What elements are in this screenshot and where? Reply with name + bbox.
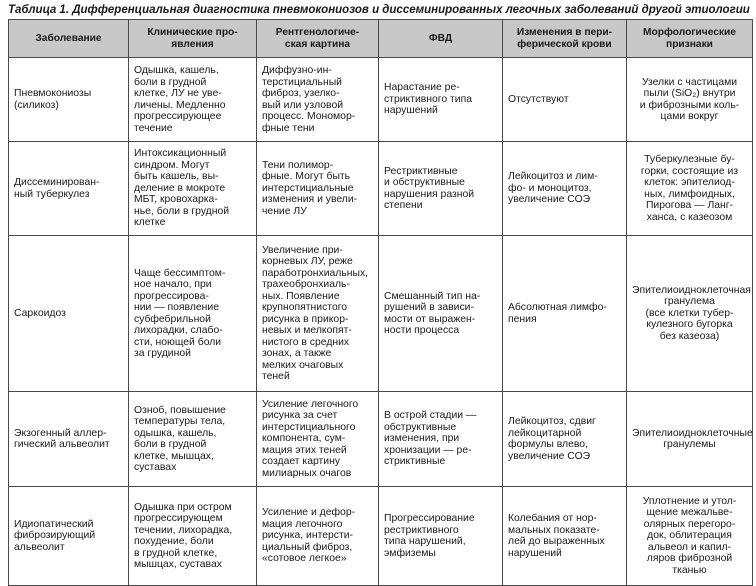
cell-fvd: Прогрессирование рестриктивного типа нарушений, эмфиземы <box>379 487 503 586</box>
header-blood: Изменения в пери- ферической крови <box>503 20 627 58</box>
cell-blood: Абсолютная лимфо- пения <box>503 236 627 392</box>
differential-diagnosis-table <box>8 19 753 586</box>
table-row <box>9 392 753 487</box>
cell-disease: Саркоидоз <box>9 236 129 392</box>
cell-clinical: Чаще бессимптом- ное начало, при прогрессирова- нии — появление субфебрильной лихорадки, слабо- сти, ноющей боли за грудиной <box>129 236 257 392</box>
cell-xray: Увеличение при- корневых ЛУ, реже паработронхиальных, трахеобронхиаль- ных. Появление крупнопятнистого рисунка в прикор- невых и мелкопят- нистого в средних зонах, а также мелких очаговых теней <box>257 236 379 392</box>
cell-xray: Диффузно-ин- терстициальный фиброз, узелко- вый или узловой процесс. Мономор- фные тени <box>257 58 379 142</box>
table-row <box>9 236 753 392</box>
cell-xray: Усиление и дефор- мация легочного рисунка, интерсти- циальный фиброз, «сотовое легкое» <box>257 487 379 586</box>
cell-clinical: Интоксикационный синдром. Могут быть кашель, вы- деление в мокроте МБТ, кровохарка- нье, боли в грудной клетке <box>129 142 257 236</box>
cell-disease: Диссеминирован- ный туберкулез <box>9 142 129 236</box>
cell-blood: Колебания от нор- мальных показате- лей до выраженных нарушений <box>503 487 627 586</box>
cell-morphology: Узелки с частицами пыли (SiO₂) внутри и фиброзными коль- цами вокруг <box>627 58 753 142</box>
cell-clinical: Озноб, повышение температуры тела, одышка, кашель, боли в грудной клетке, мышцах, суставах <box>129 392 257 487</box>
header-morphology: Морфологические признаки <box>627 20 753 58</box>
table-row <box>9 487 753 586</box>
cell-blood: Лейкоцитоз и лим- фо- и моноцитоз, увеличение СОЭ <box>503 142 627 236</box>
table-caption: Таблица 1. Дифференциальная диагностика пневмокониозов и диссеминированных легочных заболеваний другой этиологии <box>8 4 750 16</box>
header-clinical: Клинические про- явления <box>129 20 257 58</box>
cell-blood: Лейкоцитоз, сдвиг лейкоцитарной формулы влево, увеличение СОЭ <box>503 392 627 487</box>
cell-morphology: Уплотнение и утол- щение межальве- олярных перегоро- док, облитерация альвеол и капил- ляров фиброзной тканью <box>627 487 753 586</box>
header-xray: Рентгенологиче- ская картина <box>257 20 379 58</box>
cell-clinical: Одышка при остром прогрессирующем течении, лихорадка, похудение, боли в грудной клетке, мышцах, суставах <box>129 487 257 586</box>
cell-fvd: Нарастание ре- стриктивного типа нарушений <box>379 58 503 142</box>
cell-morphology: Эпителиоидноклеточные гранулемы <box>627 392 753 487</box>
header-disease: Заболевание <box>9 20 129 58</box>
cell-disease: Экзогенный аллер- гический альвеолит <box>9 392 129 487</box>
cell-clinical: Одышка, кашель, боли в грудной клетке, ЛУ не уве- личены. Медленно прогрессирующее течение <box>129 58 257 142</box>
table-header-row <box>9 20 753 58</box>
cell-fvd: В острой стадии — обструктивные изменения, при хронизации — ре- стриктивные <box>379 392 503 487</box>
cell-disease: Пневмокониозы (силикоз) <box>9 58 129 142</box>
cell-fvd: Смешанный тип на- рушений в зависи- мости от выражен- ности процесса <box>379 236 503 392</box>
header-fvd: ФВД <box>379 20 503 58</box>
cell-xray: Усиление легочного рисунка за счет интерстициального компонента, сум- мация этих теней создает картину милиарных очагов <box>257 392 379 487</box>
cell-disease: Идиопатический фиброзирующий альвеолит <box>9 487 129 586</box>
cell-fvd: Рестриктивные и обструктивные нарушения разной степени <box>379 142 503 236</box>
table-row <box>9 142 753 236</box>
cell-morphology: Эпителиоидноклеточная гранулема (все клетки тубер- кулезного бугорка без казеоза) <box>627 236 753 392</box>
cell-xray: Тени полимор- фные. Могут быть интерстициальные изменения и увели- чение ЛУ <box>257 142 379 236</box>
cell-morphology: Туберкулезные бу- горки, состоящие из клеток: эпителиод- ных, лимфоидных, Пирогова — Ланг- ханса, с казеозом <box>627 142 753 236</box>
table-row <box>9 58 753 142</box>
cell-blood: Отсутствуют <box>503 58 627 142</box>
